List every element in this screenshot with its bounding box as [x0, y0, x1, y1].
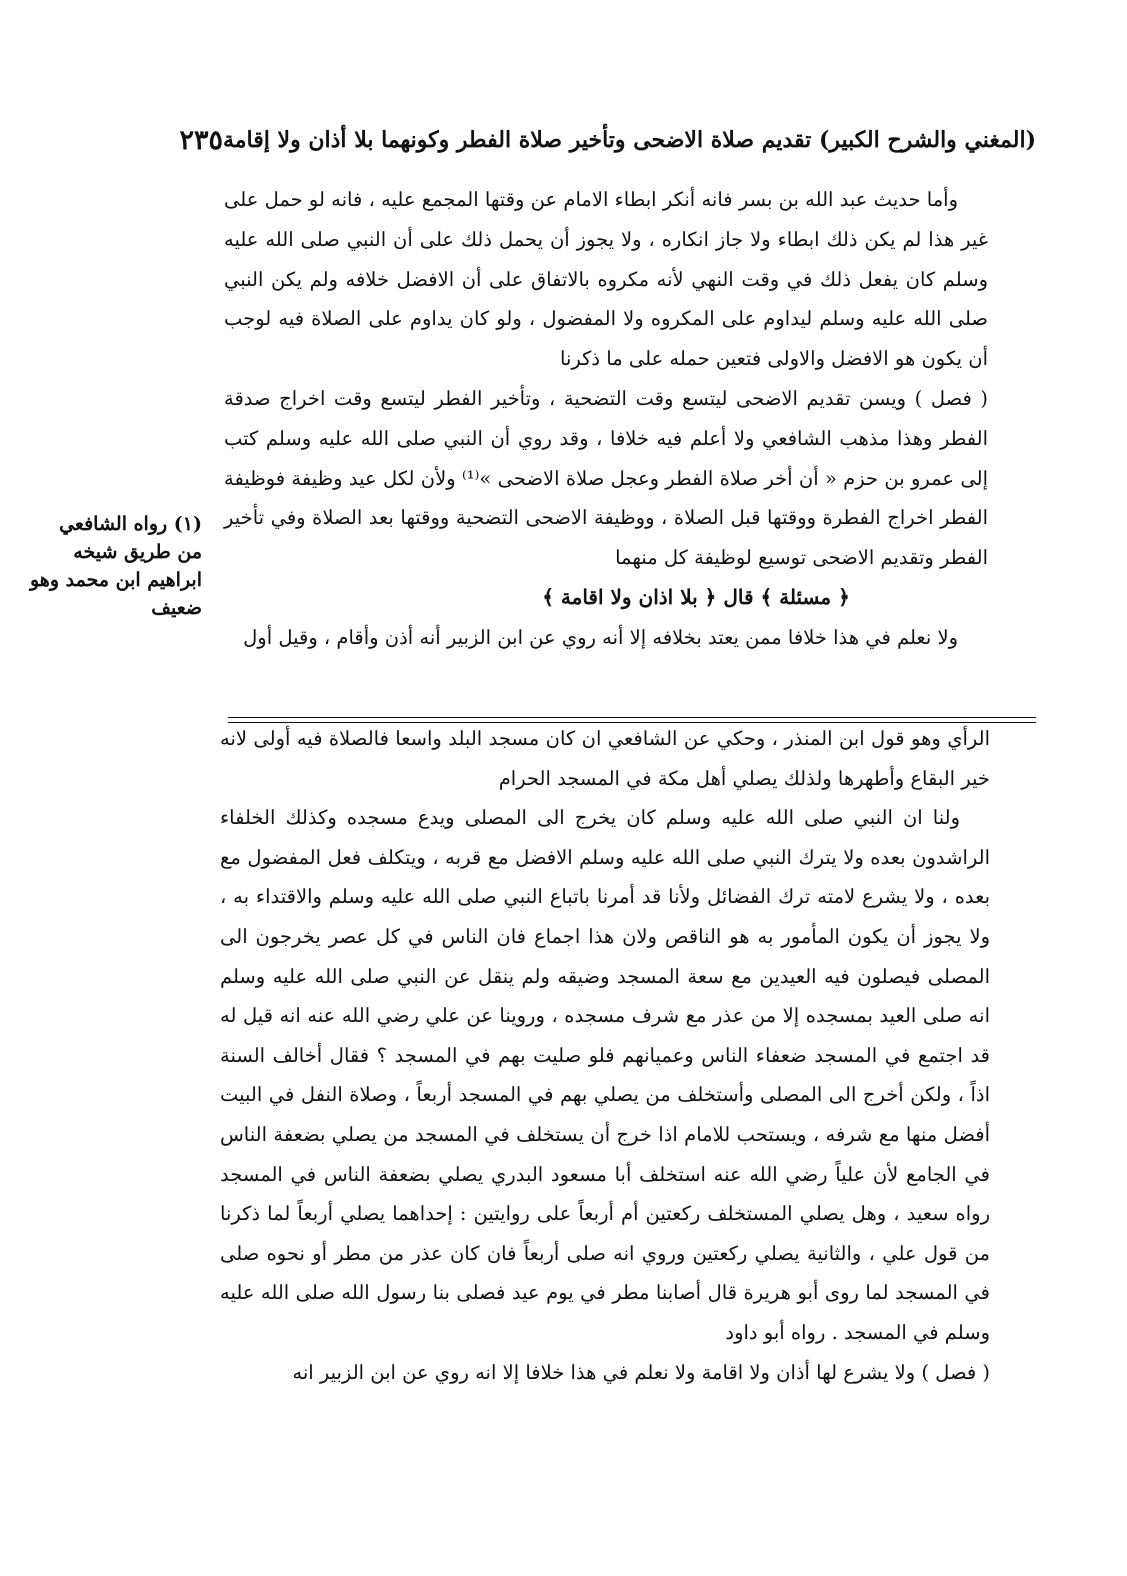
footnote-line: من طريق شيخه: [73, 541, 202, 563]
divider-line-top: [228, 717, 1036, 718]
paragraph-fasl-timing: ( فصل ) ويسن تقديم الاضحى ليتسع وقت التضحية ، وتأخير الفطر ليتسع وقت اخراج صدقة الفطر وهذا مذهب الشافعي ولا أعلم فيه خلافا ، وقد روي أن النبي صلى الله عليه وسلم كتب إلى عمرو بن حزم « أن أخر صلاة الفطر وعجل صلاة الاضحى »⁽¹⁾ ولأن لكل عيد وظيفة فوظيفة الفطر اخراج الفطرة ووقتها قبل الصلاة ، ووظيفة الاضحى التضحية ووقتها بعد الصلاة وفي تأخير الفطر وتقديم الاضحى توسيع لوظيفة كل منهما: [224, 386, 988, 570]
paragraph-ibn-mundhir: الرأي وهو قول ابن المنذر ، وحكي عن الشافعي ان كان مسجد البلد واسعا فالصلاة فيه أولى لانه خير البقاع وأطهرها ولذلك يصلي أهل مكة في المسجد الحرام: [220, 727, 990, 790]
footnote-line: ابراهيم ابن محمد وهو: [29, 569, 202, 591]
masala-text: ولا نعلم في هذا خلافا ممن يعتد بخلافه إلا أنه روي عن ابن الزبير أنه أذن وأقام ، وقيل أول: [243, 625, 958, 649]
masala-heading: ﴿ مسئلة ﴾ قال ﴿ بلا اذان ولا اقامة ﴾: [542, 584, 850, 609]
page-number: ٢٣٥: [179, 124, 223, 156]
footnote-line: (١) رواه الشافعي: [59, 513, 202, 535]
upper-text-block: [224, 180, 988, 658]
paragraph-musalla-evidence: ولنا ان النبي صلى الله عليه وسلم كان يخرج الى المصلى ويدع مسجده وكذلك الخلفاء الراشدون بعده ولا يترك النبي صلى الله عليه وسلم الافضل مع قربه ، ويتكلف فعل المفضول مع بعده ، ولا يشرع لامته ترك الفضائل ولأنا قد أمرنا باتباع النبي صلى الله عليه وسلم والاقتداء به ، ولا يجوز أن يكون المأمور به هو الناقص ولان هذا اجماع فان الناس في كل عصر يخرجون الى المصلى فيصلون فيه العيدين مع سعة المسجد وضيقه ولم ينقل عن النبي صلى الله عليه وسلم انه صلى العيد بمسجده إلا من عذر مع شرف مسجده ، وروينا عن علي رضي الله عنه انه قيل له قد اجتمع في المسجد ضعفاء الناس وعميانهم فلو صليت بهم في المسجد ؟ فقال أخالف السنة اذاً ، ولكن أخرج الى المصلى وأستخلف من يصلي بهم في المسجد أربعاً ، وصلاة النفل في البيت أفضل منها مع شرفه ، ويستحب للامام اذا خرج أن يستخلف في المسجد من يصلي بضعفة الناس في الجامع لأن علياً رضي الله عنه استخلف أبا مسعود البدري يصلي بضعفة الناس في المسجد رواه سعيد ، وهل يصلي المستخلف ركعتين أم أربعاً على روايتين : إحداهما يصلي أربعاً لما ذكرنا من قول علي ، والثانية يصلي ركعتين وروي انه صلى أربعاً فان كان عذر من مطر أو نحوه صلى في المسجد لما روى أبو هريرة قال أصابنا مطر في يوم عيد فصلى بنا رسول الله صلى الله عليه وسلم في المسجد . رواه أبو داود: [220, 806, 990, 1344]
paragraph-fasl-no-adhan: ( فصل ) ولا يشرع لها أذان ولا اقامة ولا نعلم في هذا خلافا إلا انه روي عن ابن الزبير انه: [292, 1360, 990, 1384]
header-title: (المغني والشرح الكبير) تقديم صلاة الاضحى وتأخير صلاة الفطر وكونهما بلا أذان ولا إقامة: [222, 127, 1036, 153]
lower-text-block: [220, 719, 990, 1392]
running-header: [179, 118, 1036, 162]
footnote-line: ضعيف: [151, 597, 202, 619]
paragraph-abdullah-hadith: وأما حديث عبد الله بن بسر فانه أنكر ابطاء الامام عن وقتها المجمع عليه ، فانه لو حمل على غير هذا لم يكن ذلك ابطاء ولا جاز انكاره ، ولا يجوز أن يحمل ذلك على أن النبي صلى الله عليه وسلم كان يفعل ذلك في وقت النهي لأنه مكروه بالاتفاق على أن الافضل خلافه ولم يكن النبي صلى الله عليه وسلم ليداوم على المكروه ولا المفضول ، ولو كان يداوم على الصلاة فيه لوجب أن يكون هو الافضل والاولى فتعين حمله على ما ذكرنا: [224, 188, 988, 371]
margin-footnote: [26, 510, 202, 622]
